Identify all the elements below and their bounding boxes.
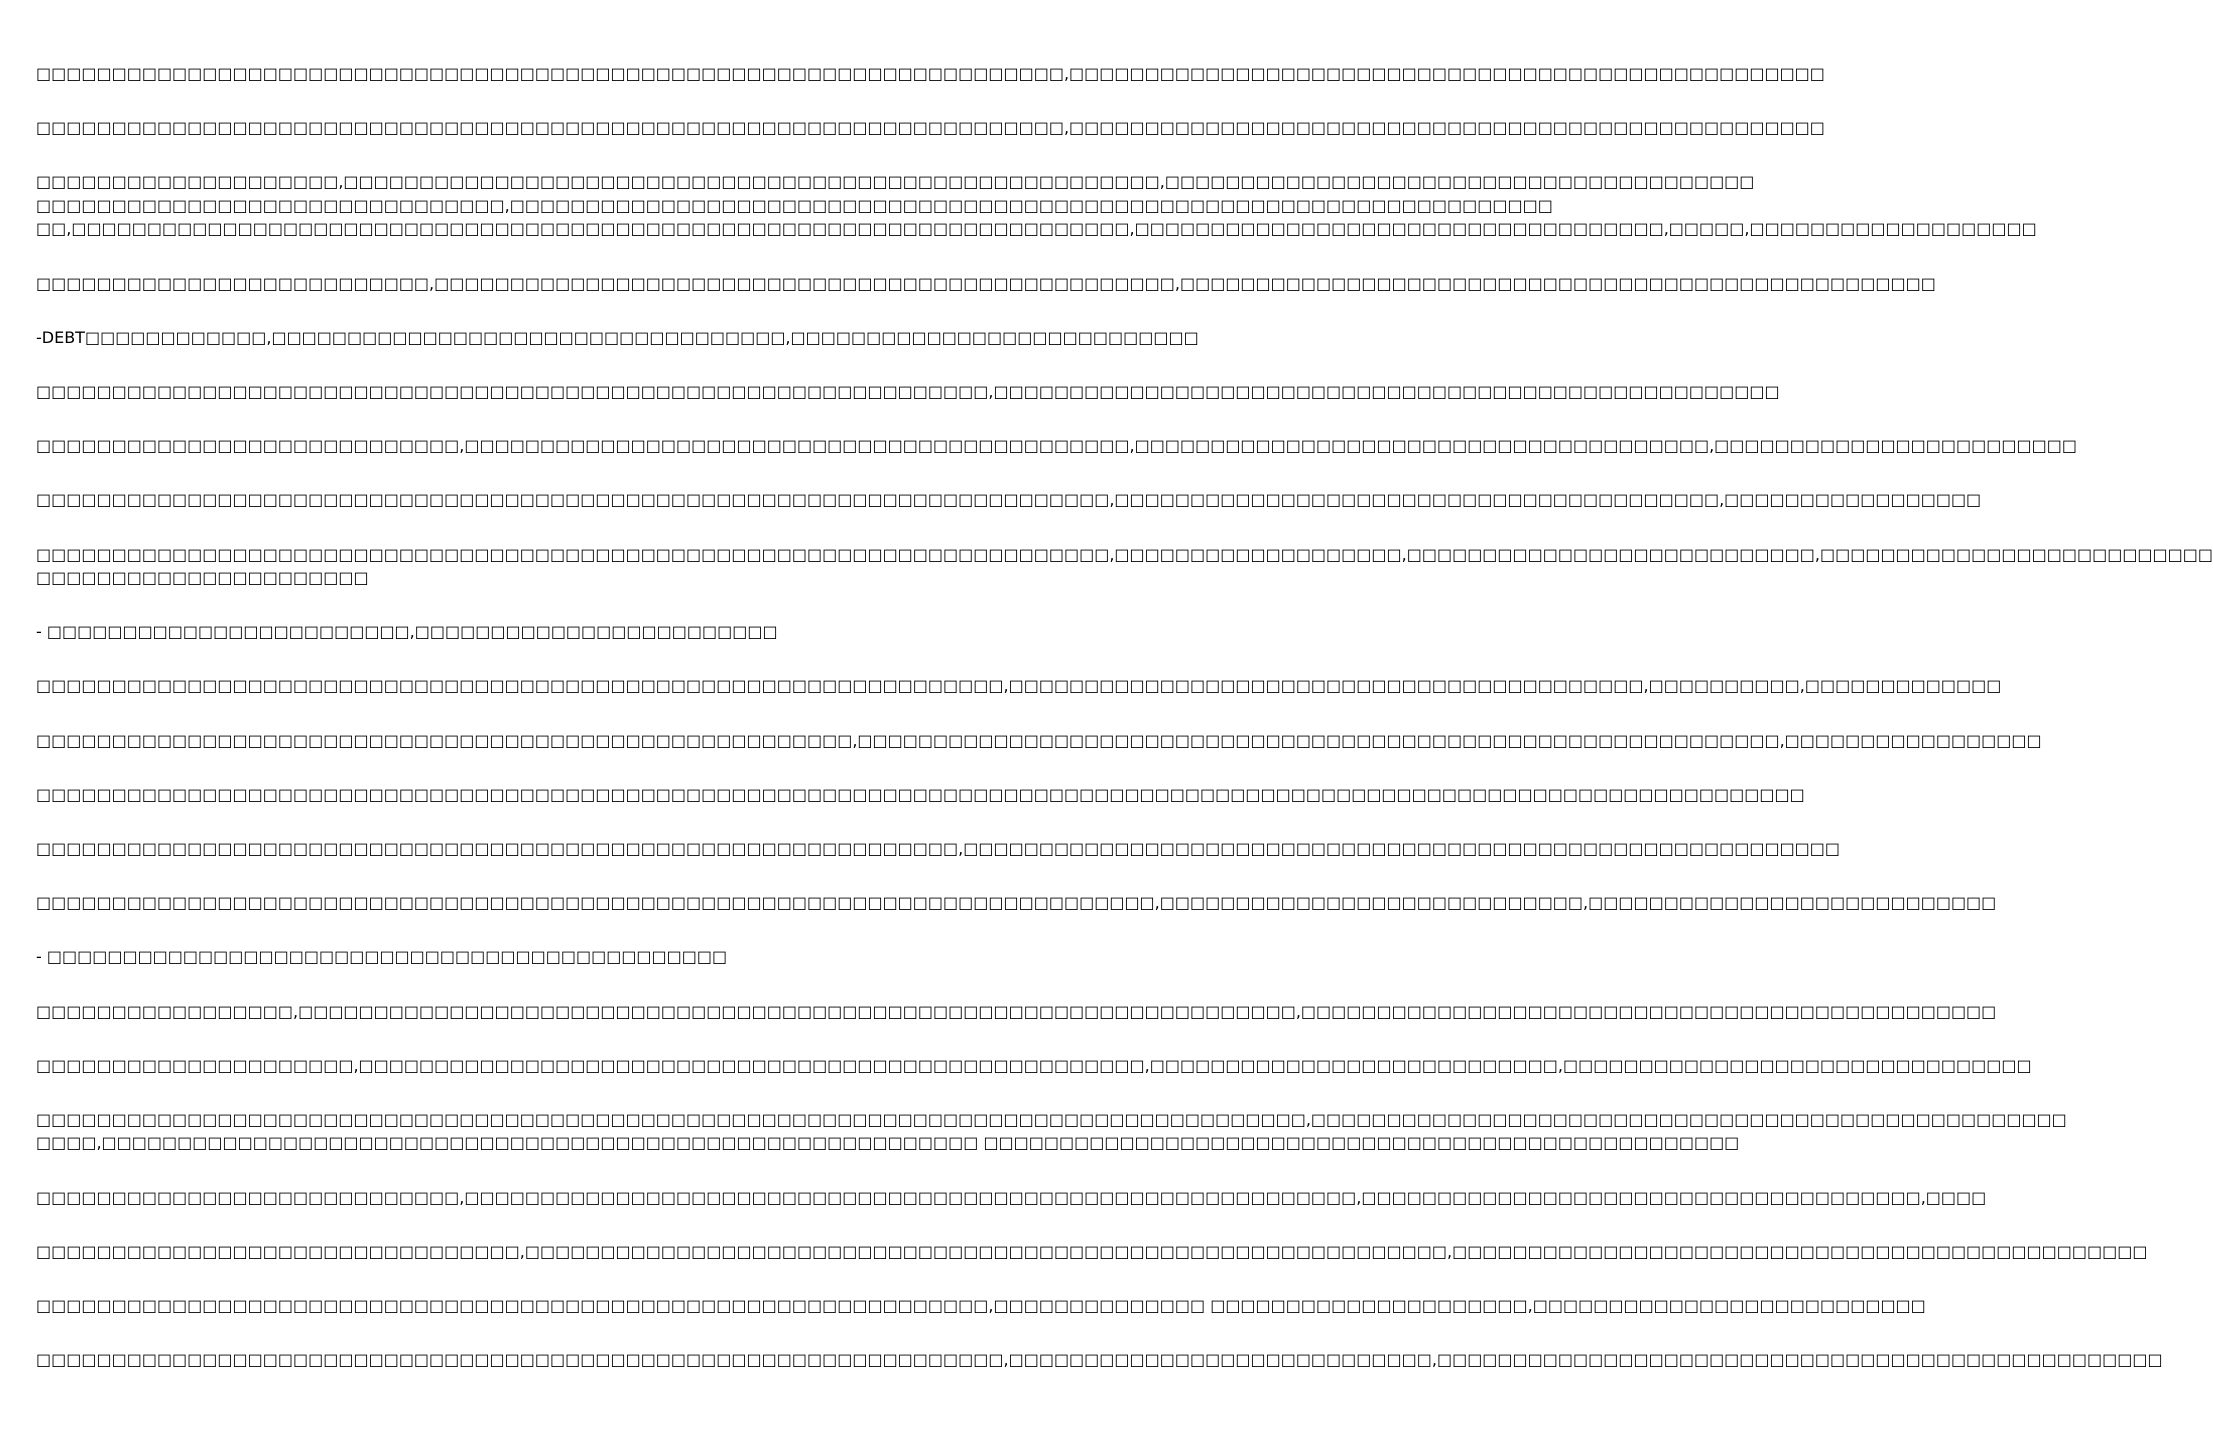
paragraph-17: □□□□□□□□□□□□□□□□□□□□□□□□□□□□□□□□□□□□□□□□□□□□□□□□□□□□□□□□□□□□□□□□□□□□□□□□□□□□□□□□□□□□,□□□□□□□□□□□□□□□□□□□□□□□□□□□□□□□□□□□□□□□□□□□□□□□□□□ □□□□,□□□□□□□□□□□□□□□□□□□□□□□□□□□□□□□□□□□□□□□□□□□□□□□□□□□□□□□□□□ □□□□□□□□□□□□□□□□□□□□□□□□□□□□□□□□□□□□□□□□□□□□□□□□□□ xyxy=(36,1109,2067,1153)
paragraph-19: □□□□□□□□□□□□□□□□□□□□□□□□□□□□□□□□,□□□□□□□□□□□□□□□□□□□□□□□□□□□□□□□□□□□□□□□□□□□□□□□□□□□□□□□□□□□□□,□□□□□□□□□□□□□□□□□□□□□□□□□□□□□□□□□□□□□□□□□□□□□□ xyxy=(36,1241,2148,1261)
paragraph-5-debt: -DEBT□□□□□□□□□□□□,□□□□□□□□□□□□□□□□□□□□□□□□□□□□□□□□□□,□□□□□□□□□□□□□□□□□□□□□□□□□□□ xyxy=(36,327,1199,347)
paragraph-1: □□□□□□□□□□□□□□□□□□□□□□□□□□□□□□□□□□□□□□□□□□□□□□□□□□□□□□□□□□□□□□□□□□□□,□□□□□□□□□□□□□□□□□□□□□□□□□□□□□□□□□□□□□□□□□□□□□□□□□□ xyxy=(36,64,1825,83)
paragraph-15: □□□□□□□□□□□□□□□□□,□□□□□□□□□□□□□□□□□□□□□□□□□□□□□□□□□□□□□□□□□□□□□□□□□□□□□□□□□□□□□□□□□□,□□□□□□□□□□□□□□□□□□□□□□□□□□□□□□□□□□□□□□□□□□□□□□ xyxy=(36,1001,1997,1021)
paragraph-13: □□□□□□□□□□□□□□□□□□□□□□□□□□□□□□□□□□□□□□□□□□□□□□□□□□□□□□□□□□□□□,□□□□□□□□□□□□□□□□□□□□□□□□□□□□□□□□□□□□□□□□□□□□□□□□□□□□□□□□□□ xyxy=(36,838,1841,858)
paragraph-12: □□□□□□□□□□□□□□□□□□□□□□□□□□□□□□□□□□□□□□□□□□□□□□□□□□□□□□□□□□□□□□□□□□□□□□□□□□□□□□□□□□□□□□□□□□□□□□□□□□□□□□□□□□□□□□□□□□□□□ xyxy=(36,784,1805,804)
paragraph-16: □□□□□□□□□□□□□□□□□□□□□,□□□□□□□□□□□□□□□□□□□□□□□□□□□□□□□□□□□□□□□□□□□□□□□□□□□□,□□□□□□□□□□□□□□□□□□□□□□□□□□□,□□□□□□□□□□□□□□□□□□□□□□□□□□□□□□□ xyxy=(36,1055,2032,1075)
paragraph-20: □□□□□□□□□□□□□□□□□□□□□□□□□□□□□□□□□□□□□□□□□□□□□□□□□□□□□□□□□□□□□□□,□□□□□□□□□□□□□□ □□□□□□□□□□□□□□□□□□□□□,□□□□□□□□□□□□□□□□□□□□□□□□□□ xyxy=(36,1295,1926,1315)
paragraph-4: □□□□□□□□□□□□□□□□□□□□□□□□□□,□□□□□□□□□□□□□□□□□□□□□□□□□□□□□□□□□□□□□□□□□□□□□□□□□,□□□□□□□□□□□□□□□□□□□□□□□□□□□□□□□□□□□□□□□□□□□□□□□□□□ xyxy=(36,273,1936,293)
bullet-item-1: - □□□□□□□□□□□□□□□□□□□□□□□□,□□□□□□□□□□□□□□□□□□□□□□□□ xyxy=(36,622,778,642)
paragraph-11: □□□□□□□□□□□□□□□□□□□□□□□□□□□□□□□□□□□□□□□□□□□□□□□□□□□□□□,□□□□□□□□□□□□□□□□□□□□□□□□□□□□□□□□□□□□□□□□□□□□□□□□□□□□□□□□□□□□□,□□□□□□□□□□□□□□□□□ xyxy=(36,730,2042,750)
paragraph-9: □□□□□□□□□□□□□□□□□□□□□□□□□□□□□□□□□□□□□□□□□□□□□□□□□□□□□□□□□□□□□□□□□□□□□□□,□□□□□□□□□□□□□□□□□□□,□□□□□□□□□□□□□□□□□□□□□□□□□□□,□□□□□□□□□□□□□□□□□□□□□□□□□□ □□□□□□□□□□□□□□□□□□□□□□ xyxy=(36,544,2213,587)
paragraph-3: □□□□□□□□□□□□□□□□□□□□,□□□□□□□□□□□□□□□□□□□□□□□□□□□□□□□□□□□□□□□□□□□□□□□□□□□□□□,□□□□□□□□□□□□□□□□□□□□□□□□□□□□□□□□□□□□□□□ □□□□□□□□□□□□□□□□□□□□□□□□□□□□□□□,□□□□□□□□□□□□□□□□□□□□□□□□□□□□□□□□□□□□□□□□□□□□□□□□□□□□□□□□□□□□□□□□□□□□□ □□,□□□□□□□□□□□□□□□□□□□□□□□□□□□□□□□□□□□□□□□□□□□□□□□□□□□□□□□□□□□□□□□□□□□□□□,□□□□□□□□□□□□□□□□□□□□□□□□□□□□□□□□□□□,□□□□□,□□□□□□□□□□□□□□□□□□□ xyxy=(36,172,2037,239)
paragraph-18: □□□□□□□□□□□□□□□□□□□□□□□□□□□□,□□□□□□□□□□□□□□□□□□□□□□□□□□□□□□□□□□□□□□□□□□□□□□□□□□□□□□□□□□□,□□□□□□□□□□□□□□□□□□□□□□□□□□□□□□□□□□□□□,□□□□ xyxy=(36,1187,1987,1207)
paragraph-10: □□□□□□□□□□□□□□□□□□□□□□□□□□□□□□□□□□□□□□□□□□□□□□□□□□□□□□□□□□□□□□□□,□□□□□□□□□□□□□□□□□□□□□□□□□□□□□□□□□□□□□□□□□□,□□□□□□□□□□,□□□□□□□□□□□□□ xyxy=(36,676,2002,696)
paragraph-7: □□□□□□□□□□□□□□□□□□□□□□□□□□□□,□□□□□□□□□□□□□□□□□□□□□□□□□□□□□□□□□□□□□□□□□□□□,□□□□□□□□□□□□□□□□□□□□□□□□□□□□□□□□□□□□□□,□□□□□□□□□□□□□□□□□□□□□□□□ xyxy=(36,436,2077,456)
bullet-item-2: - □□□□□□□□□□□□□□□□□□□□□□□□□□□□□□□□□□□□□□□□□□□□□ xyxy=(36,947,728,967)
paragraph-8: □□□□□□□□□□□□□□□□□□□□□□□□□□□□□□□□□□□□□□□□□□□□□□□□□□□□□□□□□□□□□□□□□□□□□□□,□□□□□□□□□□□□□□□□□□□□□□□□□□□□□□□□□□□□□□□□,□□□□□□□□□□□□□□□□□ xyxy=(36,490,1982,510)
paragraph-14: □□□□□□□□□□□□□□□□□□□□□□□□□□□□□□□□□□□□□□□□□□□□□□□□□□□□□□□□□□□□□□□□□□□□□□□□□□,□□□□□□□□□□□□□□□□□□□□□□□□□□□□,□□□□□□□□□□□□□□□□□□□□□□□□□□□ xyxy=(36,893,1997,913)
paragraph-21: □□□□□□□□□□□□□□□□□□□□□□□□□□□□□□□□□□□□□□□□□□□□□□□□□□□□□□□□□□□□□□□□,□□□□□□□□□□□□□□□□□□□□□□□□□□□□,□□□□□□□□□□□□□□□□□□□□□□□□□□□□□□□□□□□□□□□□□□□□□□□□ xyxy=(36,1350,2163,1370)
document-page xyxy=(36,62,2213,1402)
paragraph-6: □□□□□□□□□□□□□□□□□□□□□□□□□□□□□□□□□□□□□□□□□□□□□□□□□□□□□□□□□□□□□□□,□□□□□□□□□□□□□□□□□□□□□□□□□□□□□□□□□□□□□□□□□□□□□□□□□□□□ xyxy=(36,381,1780,401)
paragraph-2: □□□□□□□□□□□□□□□□□□□□□□□□□□□□□□□□□□□□□□□□□□□□□□□□□□□□□□□□□□□□□□□□□□□□,□□□□□□□□□□□□□□□□□□□□□□□□□□□□□□□□□□□□□□□□□□□□□□□□□□ xyxy=(36,118,1825,138)
